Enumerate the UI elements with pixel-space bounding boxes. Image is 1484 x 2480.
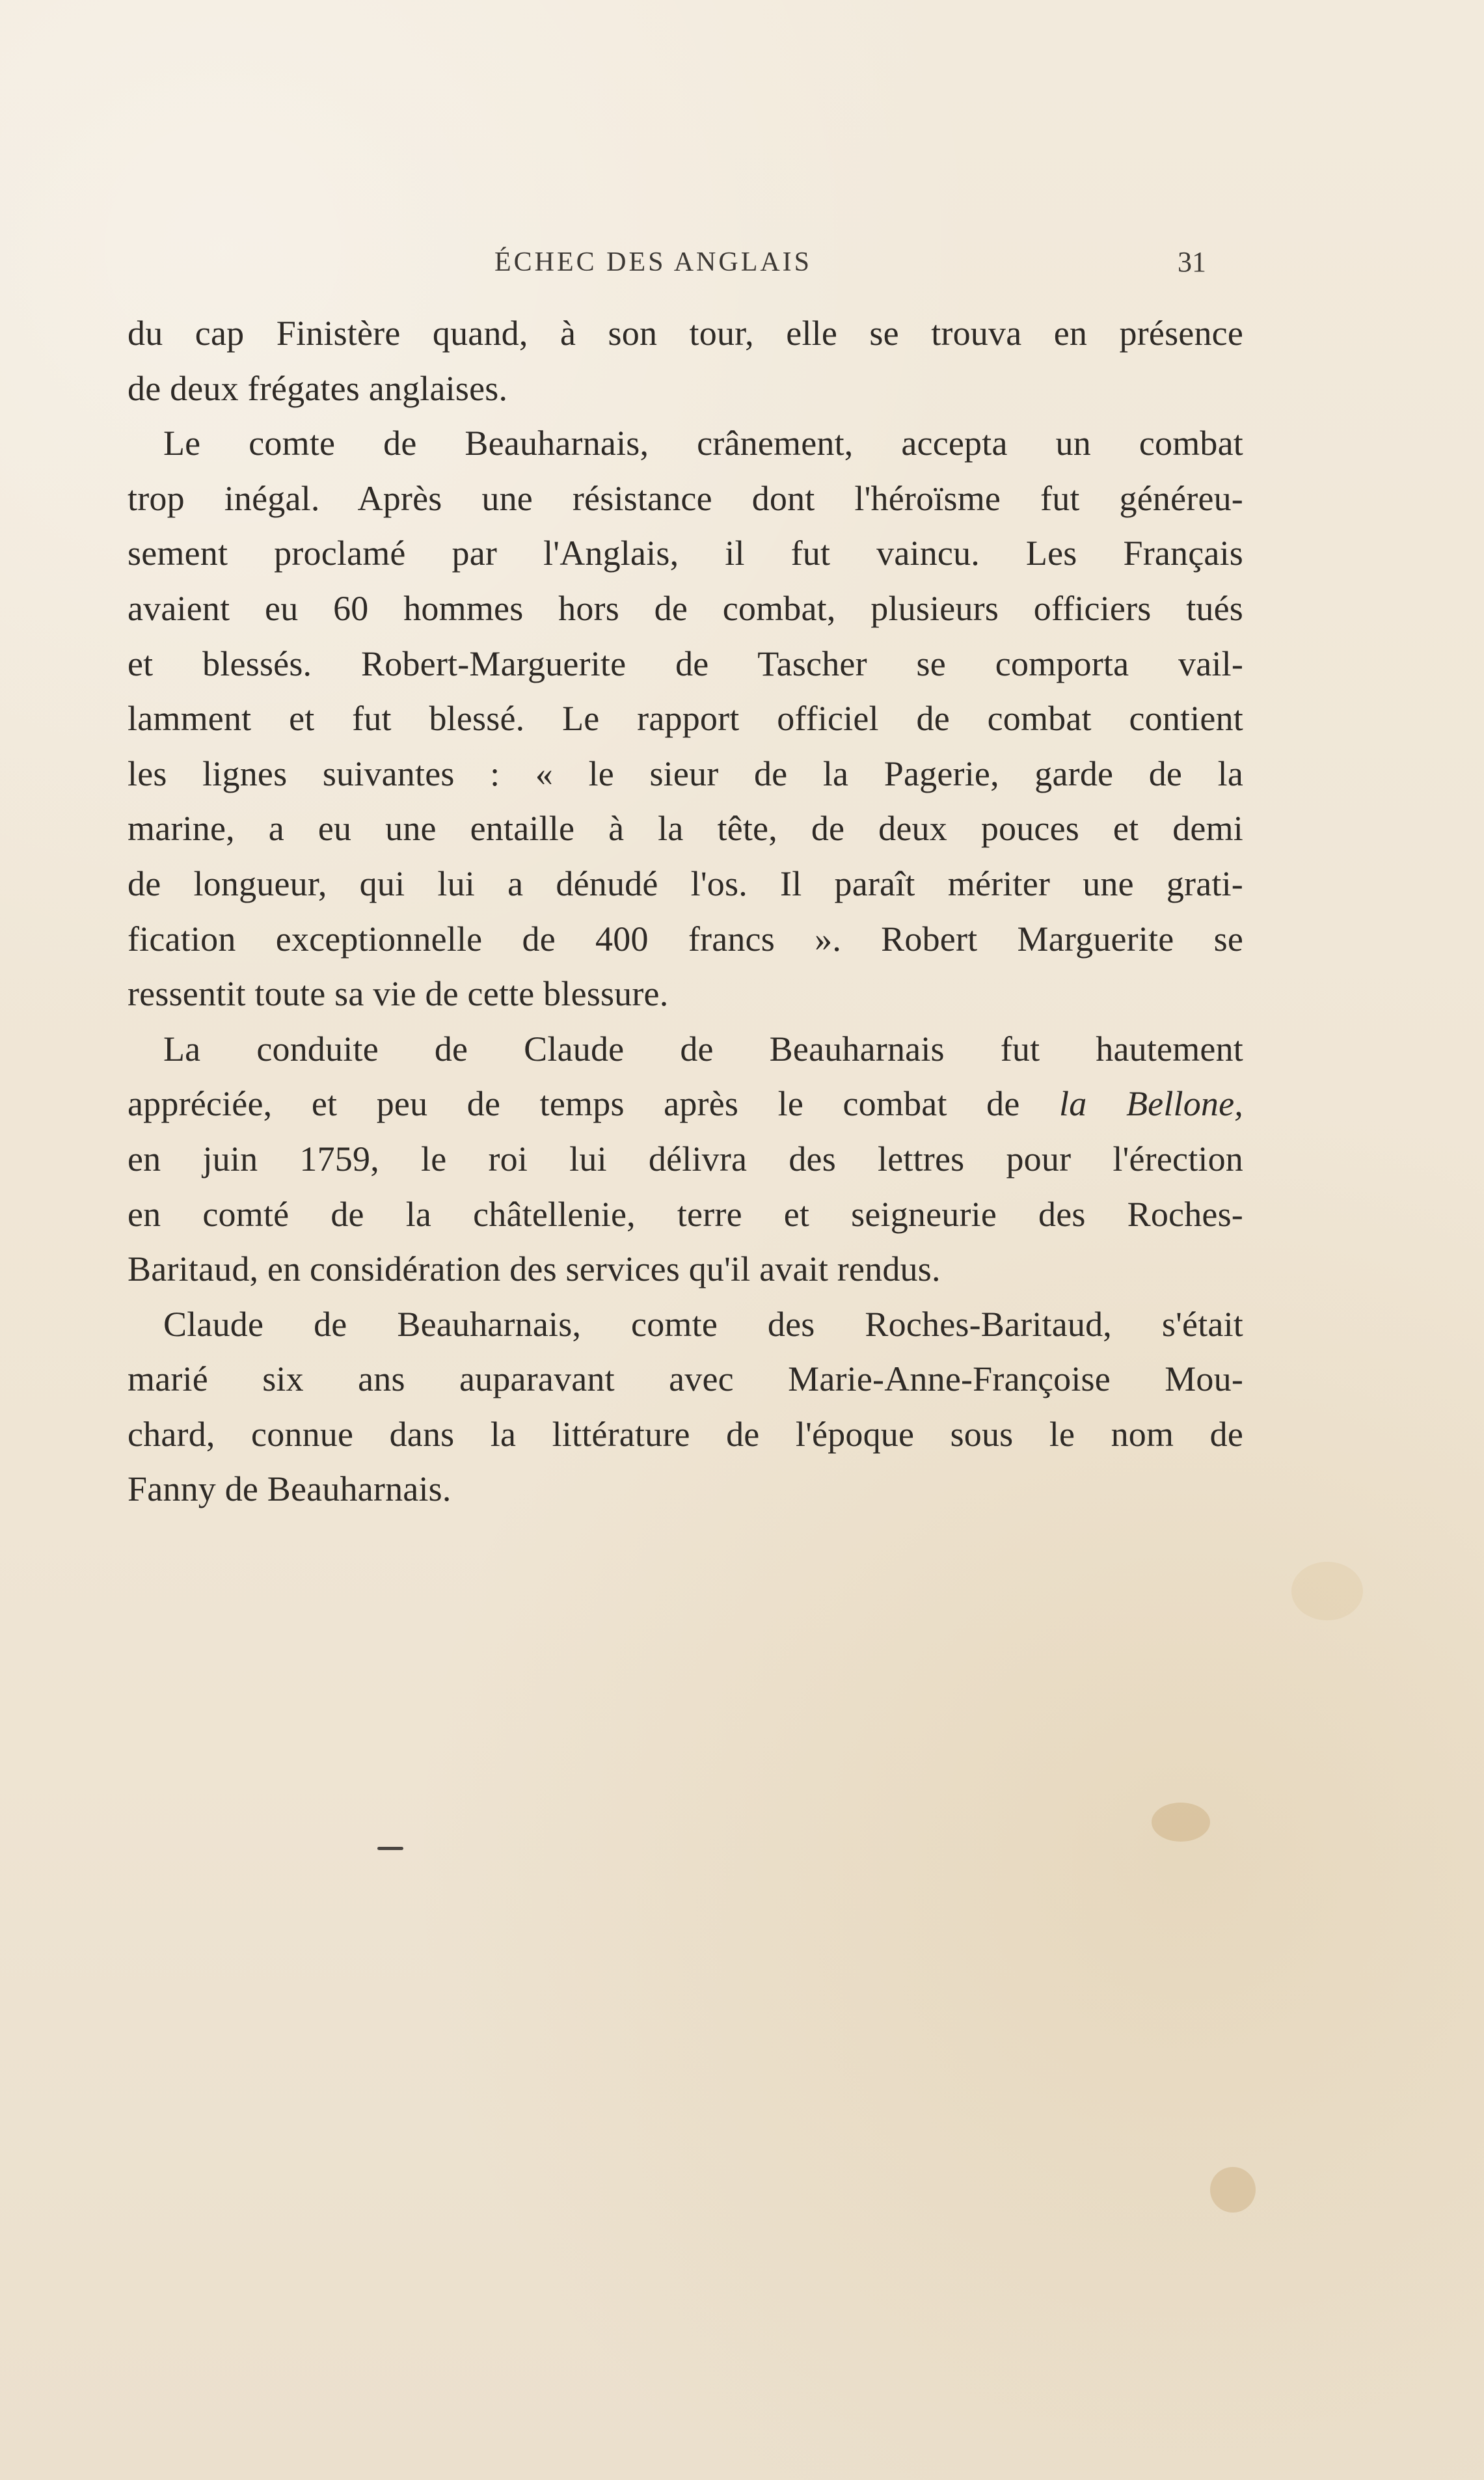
text-line: les lignes suivantes : « le sieur de la Pagerie, garde de la — [128, 754, 1243, 793]
text-line: de longueur, qui lui a dénudé l'os. Il paraît mériter une grati- — [128, 864, 1243, 903]
text-line: lamment et fut blessé. Le rapport officiel de combat contient — [128, 699, 1243, 739]
running-title: ÉCHEC DES ANGLAIS — [494, 247, 813, 277]
text-line: en juin 1759, le roi lui délivra des lettres pour l'érection — [128, 1139, 1243, 1179]
text-line: ressentit toute sa vie de cette blessure. — [128, 974, 669, 1014]
text-line: sement proclamé par l'Anglais, il fut vaincu. Les Français — [128, 534, 1243, 573]
text-line: du cap Finistère quand, à son tour, elle se trouva en présence — [128, 314, 1243, 353]
text-line: et blessés. Robert-Marguerite de Tascher se comporta vail- — [128, 644, 1243, 683]
text-fragment: appréciée, et peu de temps après le combat de — [128, 1084, 1020, 1124]
text-line: marine, a eu une entaille à la tête, de deux pouces et demi — [128, 809, 1243, 849]
running-head — [0, 239, 1484, 285]
text-line: Fanny de Beauharnais. — [128, 1469, 452, 1509]
text-line: trop inégal. Après une résistance dont l'héroïsme fut généreu- — [128, 478, 1243, 518]
paragraph-start-line: La conduite de Claude de Beauharnais fut hautement — [163, 1029, 1243, 1069]
text-line: Baritaud, en considération des services qu'il avait rendus. — [128, 1249, 941, 1289]
text-line: chard, connue dans la littérature de l'époque sous le nom de — [128, 1414, 1243, 1454]
paragraph-start-line: Claude de Beauharnais, comte des Roches-Baritaud, s'était — [163, 1304, 1243, 1344]
foxing-stain — [1152, 1803, 1210, 1842]
ship-name-italic: la Bellone, — [1059, 1084, 1243, 1124]
foxing-stain — [1210, 2167, 1256, 2213]
text-line: en comté de la châtellenie, terre et seigneurie des Roches- — [128, 1194, 1243, 1234]
paragraph-start-line: Le comte de Beauharnais, crânement, accepta un combat — [163, 424, 1243, 463]
body-text — [128, 306, 1243, 1517]
text-line: avaient eu 60 hommes hors de combat, plusieurs officiers tués — [128, 588, 1243, 628]
text-line: de deux frégates anglaises. — [128, 368, 508, 408]
foxing-stain — [1291, 1562, 1363, 1620]
text-line-with-italic — [128, 1076, 1243, 1132]
text-line: marié six ans auparavant avec Marie-Anne-Françoise Mou- — [128, 1359, 1243, 1399]
page-number: 31 — [1178, 246, 1206, 278]
printer-mark — [377, 1847, 403, 1850]
text-line: fication exceptionnelle de 400 francs ». Robert Marguerite se — [128, 919, 1243, 959]
